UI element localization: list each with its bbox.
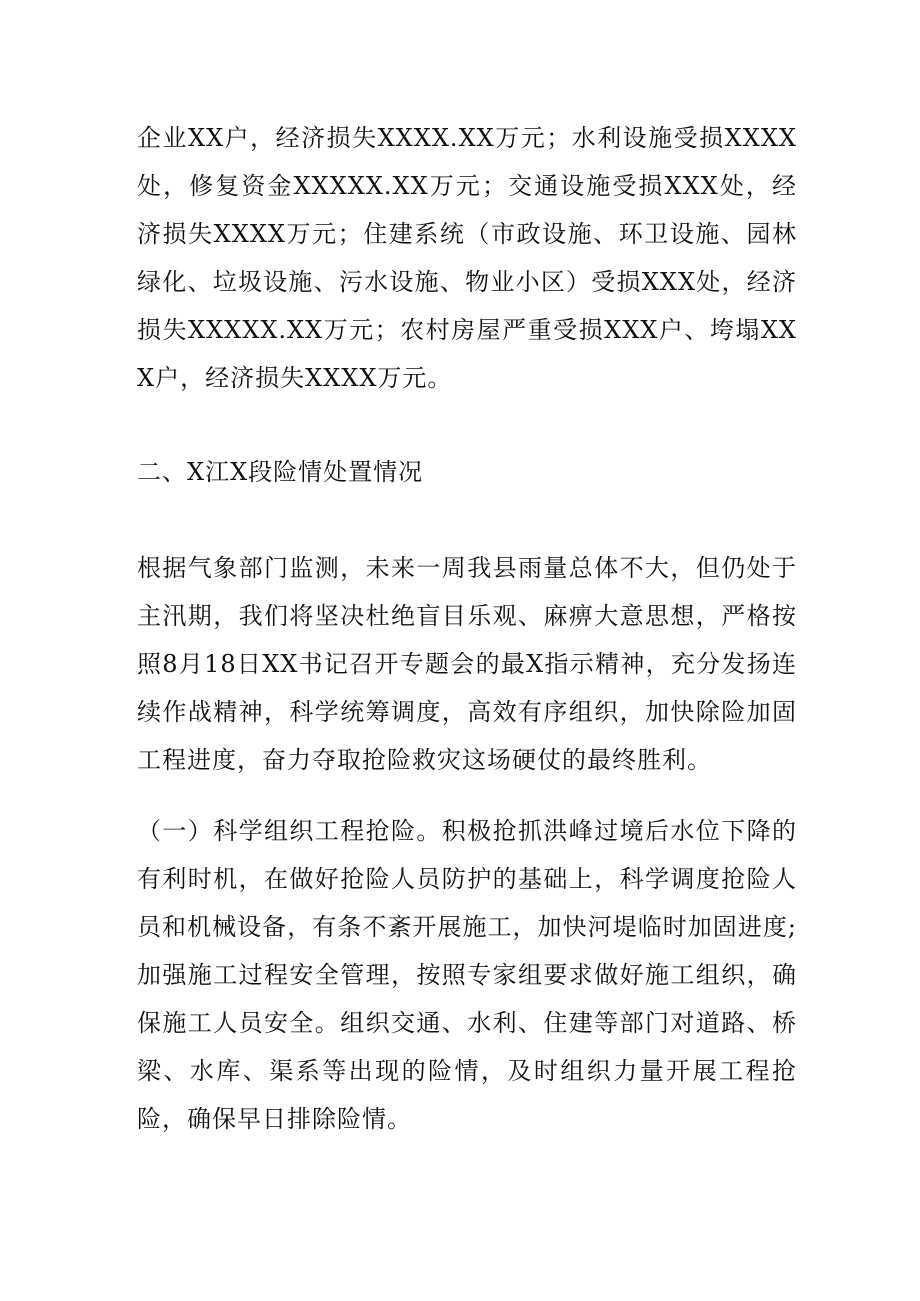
section-heading: 二、X江X段险情处置情况 xyxy=(137,458,424,486)
paragraph-engineering-rescue: （一）科学组织工程抢险。积极抢抓洪峰过境后水位下降的有利时机，在做好抢险人员防护的基础上，科学调度抢险人员和机械设备，有条不紊开展施工，加快河堤临时加固进度;加强施工过程安全管理，按照专家组要求做好施工组织，确保施工人员安全。组织交通、水利、住建等部门对道路、桥梁、水库、渠系等出现的险情，及时组织力量开展工程抢险，确保早日排除险情。 xyxy=(137,817,797,1133)
paragraph-weather-plan: 根据气象部门监测，未来一周我县雨量总体不大，但仍处于主汛期，我们将坚决杜绝盲目乐观、麻痹大意思想，严格按照8月18日XX书记召开专题会的最X指示精神，充分发扬连续作战精神，科学统筹调度，高效有序组织，加快除险加固工程进度，奋力夺取抢险救灾这场硬仗的最终胜利。 xyxy=(137,554,797,774)
paragraph-damage-summary: 企业XX户，经济损失XXXX.XX万元；水利设施受损XXXX处，修复资金XXXXX.XX万元；交通设施受损XXX处，经济损失XXXX万元；住建系统（市政设施、环卫设施、园林绿化、垃圾设施、污水设施、物业小区）受损XXX处，经济损失XXXXX.XX万元；农村房屋严重受损XXX户、垮塌XXX户，经济损失XXXX万元。 xyxy=(137,124,797,392)
